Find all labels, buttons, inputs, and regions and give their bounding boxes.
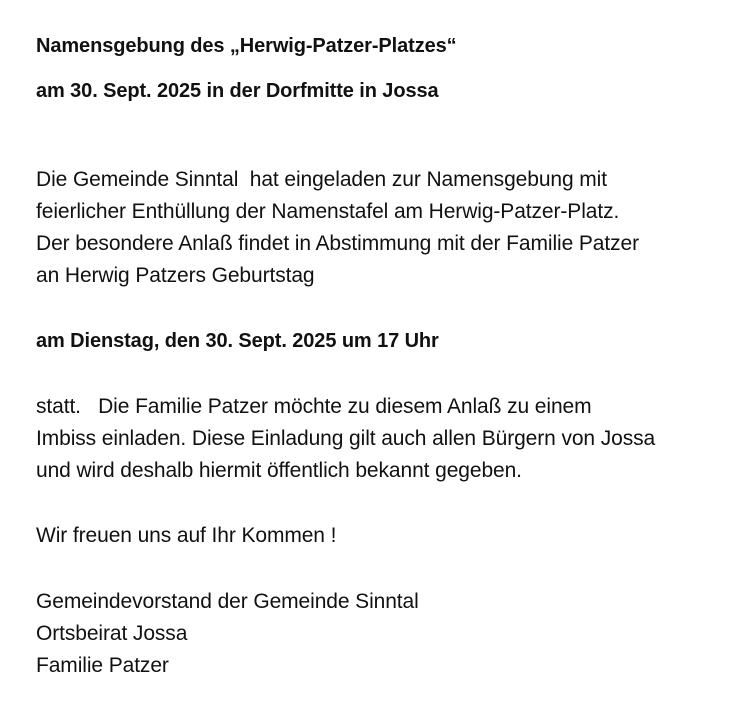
- event-date: am Dienstag, den 30. Sept. 2025 um 17 Uhr: [36, 330, 439, 352]
- intro-line: feierlicher Enthüllung der Namenstafel am Herwig-Patzer-Platz.: [36, 200, 620, 223]
- signature-block: [36, 586, 419, 682]
- title-line-1: Namensgebung des „Herwig-Patzer-Platzes“: [36, 35, 457, 57]
- signature-line: Familie Patzer: [36, 654, 169, 677]
- intro-line: an Herwig Patzers Geburtstag: [36, 264, 315, 287]
- invitation-line: und wird deshalb hiermit öffentlich bekannt gegeben.: [36, 459, 522, 482]
- invitation-paragraph: [36, 391, 655, 487]
- title-line-2: am 30. Sept. 2025 in der Dorfmitte in Jossa: [36, 80, 439, 102]
- closing-line: Wir freuen uns auf Ihr Kommen !: [36, 524, 337, 547]
- signature-line: Gemeindevorstand der Gemeinde Sinntal: [36, 590, 419, 613]
- intro-paragraph: [36, 164, 639, 292]
- signature-line: Ortsbeirat Jossa: [36, 622, 188, 645]
- invitation-line: Imbiss einladen. Diese Einladung gilt auch allen Bürgern von Jossa: [36, 427, 656, 450]
- intro-line: Die Gemeinde Sinntal hat eingeladen zur Namensgebung mit: [36, 168, 607, 191]
- invitation-line: statt. Die Familie Patzer möchte zu diesem Anlaß zu einem: [36, 395, 592, 418]
- intro-line: Der besondere Anlaß findet in Abstimmung mit der Familie Patzer: [36, 232, 639, 255]
